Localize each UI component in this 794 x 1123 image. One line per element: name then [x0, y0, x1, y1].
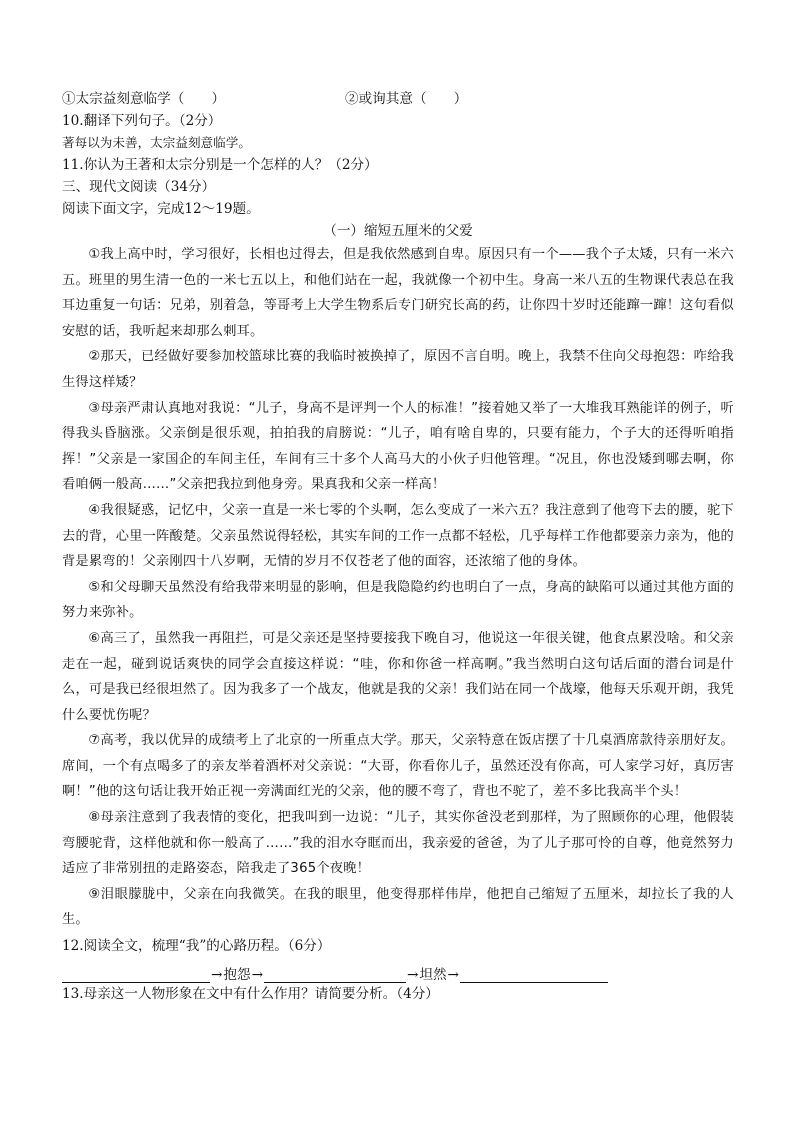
question-11-prompt: 11.你认为王著和太宗分别是一个怎样的人？（2分）: [62, 157, 378, 173]
article-title: （一）缩短五厘米的父爱: [323, 223, 473, 239]
article-paragraph-7: ⑦高考，我以优异的成绩考上了北京的一所重点大学。那天，父亲特意在饭店摆了十几桌酒席款待亲朋好友。席间，一个有点喝多了的亲友举着酒杯对父亲说：“大哥，你看你儿子，虽然还没有你高，可人家学习好，真厉害啊！”他的这句话让我开始正视一旁满面红光的父亲，他的腰不弯了，背也不驼了，差不多比我高半个头！: [62, 733, 734, 800]
step-label-calm: 坦然: [419, 967, 447, 984]
answer-blank-2[interactable]: [264, 964, 406, 983]
question-10-prompt: 10.翻译下列句子。（2分）: [62, 113, 222, 129]
answer-blank-3[interactable]: [460, 964, 608, 983]
arrow-icon: →: [211, 967, 223, 984]
question-12-answer-chain: [62, 957, 734, 983]
question-12-prompt: 12.阅读全文，梳理“我”的心路历程。（6分）: [62, 938, 331, 955]
arrow-icon: →: [251, 967, 263, 984]
question-13-prompt: 13.母亲这一人物形象在文中有什么作用？请简要分析。（4分）: [62, 986, 439, 1003]
answer-blank-1[interactable]: [62, 964, 210, 983]
question-10-sentence: 著每以为未善，太宗益刻意临学。: [62, 135, 251, 150]
article-paragraph-1: ①我上高中时，学习很好，长相也过得去，但是我依然感到自卑。原因只有一个——我个子太矮，只有一米六五。班里的男生清一色的一米七五以上，和他们站在一起，我就像一个初中生。身高一米八五的生物课代表总在我耳边重复一句话：兄弟，别着急，等哥考上大学生物系后专门研究长高的药，让你四十岁时还能蹿一蹿！这句看似安慰的话，我听起来却那么刺耳。: [62, 247, 734, 339]
arrow-icon: →: [406, 967, 419, 984]
article-paragraph-5: ⑤和父母聊天虽然没有给我带来明显的影响，但是我隐隐约约也明白了一点，身高的缺陷可以通过其他方面的努力来弥补。: [62, 579, 734, 621]
article-paragraph-6: ⑥高三了，虽然我一再阻拦，可是父亲还是坚持要接我下晚自习，他说这一年很关键，他食点累没啥。和父亲走在一起，碰到说话爽快的同学会直接这样说：“哇，你和你爸一样高啊。”我当然明白这句话后面的潜台词是什么，可是我已经很坦然了。因为我多了一个战友，他就是我的父亲！我们站在同一个战壕，他每天乐观开朗，我凭什么要忧伤呢？: [62, 630, 734, 723]
section-3-instruction: 阅读下面文字，完成12～19题。: [62, 201, 260, 217]
step-label-complain: 抱怨: [223, 967, 251, 984]
page-content: [62, 88, 734, 1005]
section-3-heading: 三、现代文阅读（34分）: [62, 179, 216, 195]
article-paragraph-4: ④我很疑惑，记忆中，父亲一直是一米七零的个头啊，怎么变成了一米六五？我注意到了他弯下去的腰，驼下去的背，心里一阵酸楚。父亲虽然说得轻松，其实车间的工作一点都不轻松，几乎每样工作他都要亲力亲为，他的背是累弯的！父亲刚四十八岁啊，无情的岁月不仅苍老了他的面容，还浓缩了他的身体。: [62, 502, 734, 570]
article-paragraph-2: ②那天，已经做好要参加校篮球比赛的我临时被换掉了，原因不言自明。晚上，我禁不住向父母抱怨：咋给我生得这样矮？: [62, 349, 734, 390]
article-paragraph-3: ③母亲严肃认真地对我说：“儿子，身高不是评判一个人的标准！”接着她又举了一大堆我耳熟能详的例子，听得我头昏脑涨。父亲倒是很乐观，拍拍我的肩膀说：“儿子，咱有啥自卑的，只要有能力，个子大的还得听咱指挥！”父亲是一家国企的车间主任，车间有三十多个人高马大的小伙子归他管理。“况且，你也没矮到哪去啊，你看咱俩一般高……”父亲把我拉到他身旁。果真我和父亲一样高！: [62, 400, 734, 493]
q9-item-a: ①太宗益刻意临学（ ）: [62, 91, 226, 107]
article-body: [62, 242, 734, 933]
question-9-items: [62, 88, 734, 110]
article-paragraph-9: ⑨泪眼朦胧中，父亲在向我微笑。在我的眼里，他变得那样伟岸，他把自己缩短了五厘米，却拉长了我的人生。: [62, 886, 734, 928]
arrow-icon: →: [447, 967, 459, 984]
q9-item-b: ②或询其意（ ）: [345, 91, 468, 107]
article-paragraph-8: ⑧母亲注意到了我表情的变化，把我叫到一边说：“儿子，其实你爸没老到那样，为了照顾你的心理，他假装弯腰驼背，这样他就和你一般高了……”我的泪水夺眶而出，我亲爱的爸爸，为了儿子那可怜的自尊，他竟然努力适应了非常别扭的走路姿态，陪我走了365个夜晚！: [62, 810, 734, 877]
